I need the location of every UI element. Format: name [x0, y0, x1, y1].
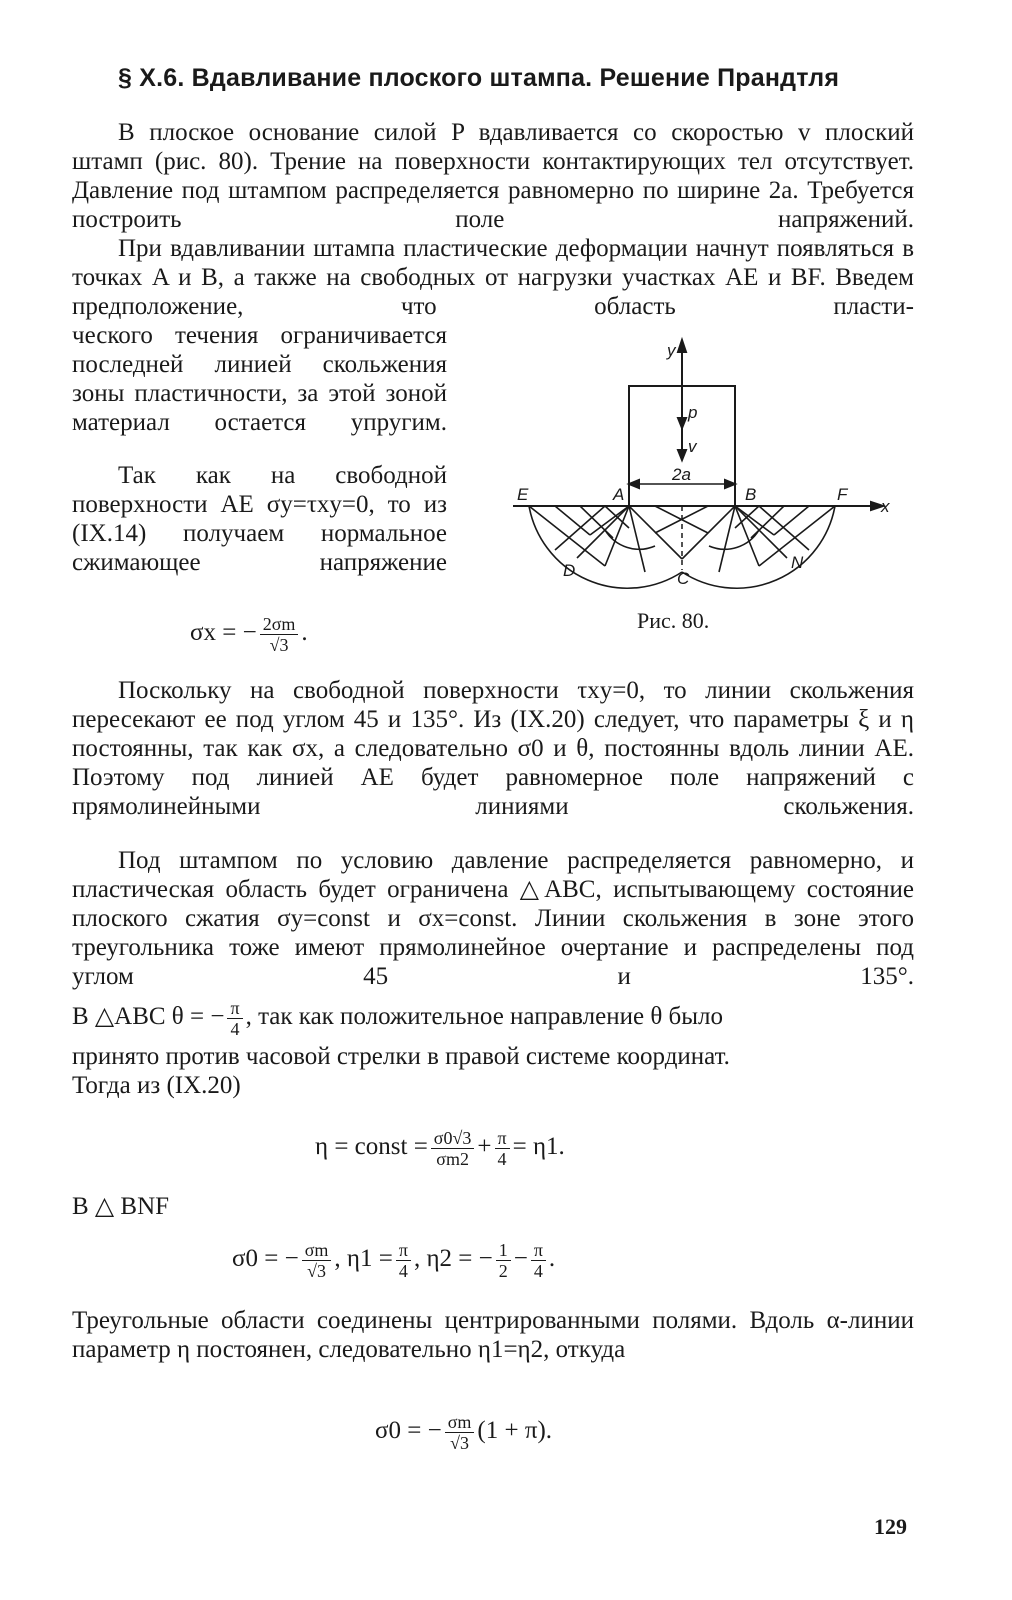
- label-A: A: [613, 485, 625, 504]
- paragraph-5: Под штампом по условию давление распределяется равномерно, и пластическая область будет ограничена △ABC, испытывающему состояние плоского сжатия σy=const и σx=const. Линии скольжения в зоне этого треугольника тоже имеют прямолинейное очертание и распределены под углом 45 и 135°.: [72, 847, 914, 990]
- paragraph-1: В плоское основание силой P вдавливается со скоростью v плоский штамп (рис. 80). Трение на поверхности контактирующих тел отсутствует. Давление под штампом распределяется равномерно по ширине 2a. Требуется построить поле напряжений.: [72, 119, 914, 233]
- label-v: v: [688, 437, 697, 456]
- label-B: B: [745, 485, 757, 504]
- label-2a: 2a: [672, 465, 691, 484]
- eq1-tail: .: [301, 619, 308, 647]
- eq3-b: , η1 =: [334, 1245, 393, 1273]
- eq3-d-den: 4: [533, 1261, 543, 1281]
- p-arrow: [678, 418, 686, 428]
- label-D: D: [563, 561, 576, 580]
- figure-80: [495, 330, 915, 610]
- section-heading: § X.6. Вдавливание плоского штампа. Решение Прандтля: [118, 64, 840, 92]
- eq2-numerator-1: σ0√3: [431, 1128, 475, 1149]
- eq2-fraction-1: [431, 1128, 475, 1169]
- eq2-denominator-1: σm2: [436, 1149, 469, 1169]
- eq1-numerator: 2σm: [260, 614, 299, 635]
- line-accepted: принято против часовой стрелки в правой системе координат.: [72, 1043, 730, 1070]
- eq4-tail: (1 + π).: [477, 1417, 553, 1445]
- label-x: x: [881, 497, 890, 516]
- label-E: E: [517, 485, 529, 504]
- eq2-fraction-2: [495, 1128, 510, 1169]
- eq3-c: , η2 = −: [413, 1245, 493, 1273]
- theta-post: , так как положительное направление θ было: [245, 1003, 724, 1031]
- paragraph-2-continued: ческого течения ограничивается последней линией скольжения зоны пластичности, за этой зоной материал остается упругим.: [72, 322, 447, 436]
- eq3-fraction-b: [396, 1240, 411, 1281]
- eq3-b-den: 4: [398, 1261, 408, 1281]
- eq3-a-den: √3: [307, 1261, 326, 1281]
- line-bnf: В △ BNF: [72, 1193, 170, 1220]
- eq2-numerator-2: π: [495, 1128, 510, 1149]
- label-C: C: [677, 569, 690, 588]
- page-number: 129: [874, 1514, 907, 1539]
- paragraph-3: Так как на свободной поверхности AE σy=τxy=0, то из (IX.14) получаем нормальное сжимающее напряжение: [72, 462, 447, 576]
- eq4-denominator: √3: [450, 1433, 469, 1453]
- eq4-lhs: σ0 = −: [375, 1417, 442, 1445]
- right-slip-field: [682, 506, 835, 588]
- paragraph-2: При вдавливании штампа пластические деформации начнут появляться в точках A и B, а также на свободных от нагрузки участках AE и BF. Введем предположение, что область пласти-: [72, 235, 914, 320]
- eq2-plus: +: [477, 1133, 492, 1161]
- eq3-d: −: [513, 1245, 528, 1273]
- eq3-c-den: 2: [498, 1261, 508, 1281]
- equation-sigma-x: [190, 614, 308, 655]
- eq3-e: .: [548, 1245, 556, 1273]
- eq3-fraction-c: [496, 1240, 511, 1281]
- label-F: F: [837, 485, 848, 504]
- eq3-fraction-d: [531, 1240, 546, 1281]
- eq1-denominator: √3: [269, 635, 289, 655]
- eq3-a: σ0 = −: [232, 1245, 299, 1273]
- label-p: p: [688, 403, 698, 422]
- eq3-a-num: σm: [302, 1240, 332, 1261]
- label-N: N: [791, 553, 804, 572]
- eq3-b-num: π: [396, 1240, 411, 1261]
- equation-sigma0-eta: [232, 1240, 555, 1281]
- line-then: Тогда из (IX.20): [72, 1072, 241, 1099]
- paragraph-4: Поскольку на свободной поверхности τxy=0, то линии скольжения пересекают ее под углом 45 и 135°. Из (IX.20) следует, что параметры ξ и η постоянны, так как σx, а следовательно σ0 и θ, постоянны вдоль линии AE. Поэтому под линией AE будет равномерное поле напряжений с прямолинейными линиями скольжения.: [72, 677, 914, 820]
- eq1-lhs: σx = −: [190, 619, 257, 647]
- line-theta: [72, 998, 914, 1039]
- eq3-fraction-a: [302, 1240, 332, 1281]
- eq2-tail: = η1.: [512, 1133, 565, 1161]
- equation-sigma0-final: [375, 1412, 552, 1453]
- v-arrow: [678, 450, 686, 460]
- eq3-d-num: π: [531, 1240, 546, 1261]
- theta-fraction: [227, 998, 242, 1039]
- theta-numerator: π: [227, 998, 242, 1019]
- eq2-denominator-2: 4: [497, 1149, 507, 1169]
- equation-eta: [315, 1128, 565, 1169]
- eq3-c-num: 1: [496, 1240, 511, 1261]
- theta-pre: В △ABC θ = −: [72, 1003, 225, 1031]
- eq4-fraction: [445, 1412, 475, 1453]
- label-y: y: [667, 341, 676, 360]
- figure-caption: Рис. 80.: [637, 608, 710, 633]
- theta-denominator: 4: [230, 1019, 240, 1039]
- left-slip-field: [529, 506, 682, 588]
- y-axis-arrow: [678, 340, 686, 352]
- paragraph-8: Треугольные области соединены центрированными полями. Вдоль α-линии параметр η постоянен, следовательно η1=η2, откуда: [72, 1307, 914, 1363]
- eq1-fraction: [260, 614, 299, 655]
- eq2-lhs: η = const =: [315, 1133, 428, 1161]
- eq4-numerator: σm: [445, 1412, 475, 1433]
